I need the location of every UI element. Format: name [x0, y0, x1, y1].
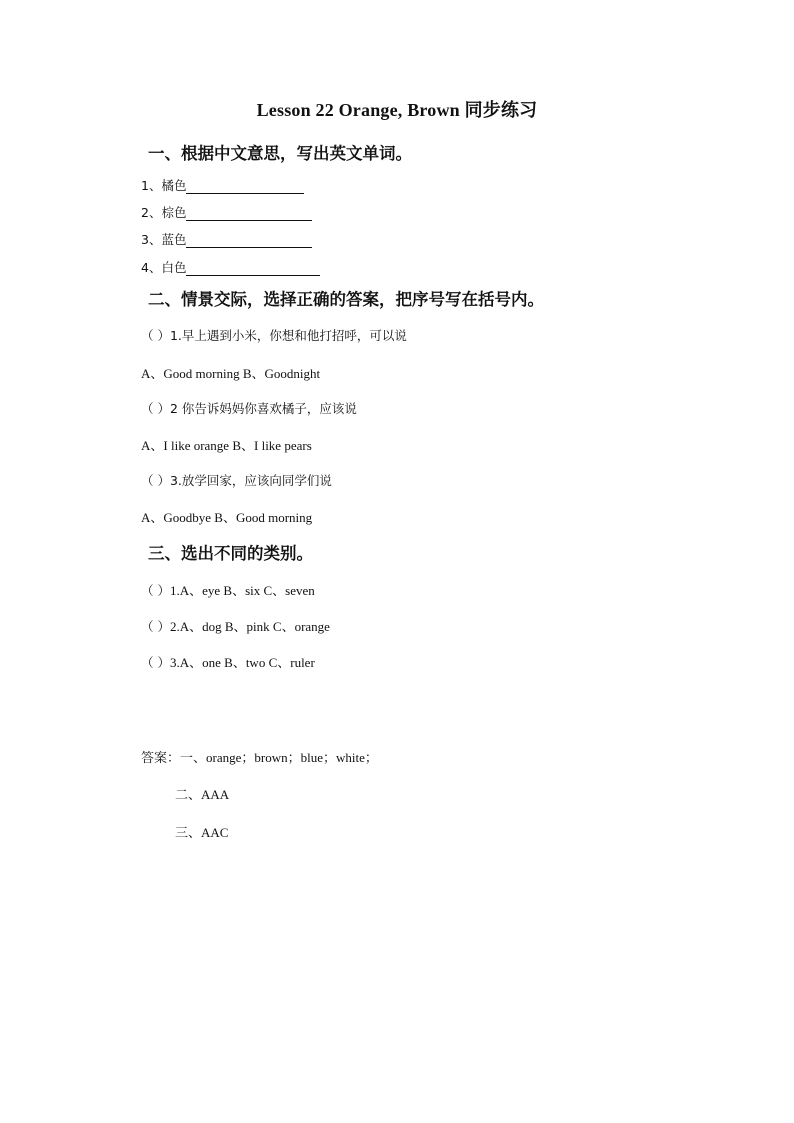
- question-2-options: A、I like orange B、I like pears: [141, 438, 312, 453]
- vocab-item-2: [141, 203, 312, 221]
- question-1-options: A、Good morning B、Goodnight: [141, 366, 321, 381]
- vocab-item-number: 3、: [141, 232, 162, 247]
- vocab-item-number: 2、: [141, 205, 162, 220]
- question-2: [141, 399, 357, 417]
- answer-parentheses: （ ）: [141, 619, 170, 634]
- answer-blank: [186, 235, 312, 248]
- answer-parentheses: （ ）: [141, 328, 170, 343]
- vocab-item-word: 棕色: [161, 205, 187, 220]
- section3-heading: 三、选出不同的类别。: [148, 544, 313, 563]
- question-1: [141, 326, 407, 344]
- question-3: [141, 471, 332, 489]
- answer-blank: [186, 263, 320, 276]
- vocab-item-word: 蓝色: [161, 232, 187, 247]
- category-text: 3.A、one B、two C、ruler: [169, 655, 315, 670]
- question-text: 2 你告诉妈妈你喜欢橘子，应该说: [169, 401, 357, 416]
- vocab-item-number: 1、: [141, 178, 162, 193]
- vocab-item-number: 4、: [141, 260, 162, 275]
- answer-blank: [186, 208, 312, 221]
- answer-parentheses: （ ）: [141, 401, 170, 416]
- answer-parentheses: （ ）: [141, 655, 170, 670]
- category-item-2: [141, 616, 330, 635]
- answer-parentheses: （ ）: [141, 583, 170, 598]
- answer-key-line-2: 二、AAA: [175, 787, 230, 802]
- vocab-item-1: [141, 176, 304, 194]
- vocab-item-3: [141, 230, 312, 248]
- category-text: 2.A、dog B、pink C、orange: [169, 619, 330, 634]
- section2-heading: 二、情景交际，选择正确的答案，把序号写在括号内。: [148, 290, 544, 309]
- answer-key-line-1: 答案：一、orange；brown；blue；white；: [141, 750, 378, 765]
- category-item-3: [141, 652, 315, 671]
- answer-key-line-3: 三、AAC: [175, 825, 229, 840]
- category-item-1: [141, 580, 315, 599]
- answer-blank: [186, 181, 304, 194]
- question-text: 1.早上遇到小米，你想和他打招呼，可以说: [169, 328, 407, 343]
- section1-heading: 一、根据中文意思，写出英文单词。: [148, 144, 412, 163]
- vocab-item-4: [141, 258, 320, 276]
- page-title: Lesson 22 Orange, Brown 同步练习: [256, 100, 538, 120]
- vocab-item-word: 橘色: [161, 178, 187, 193]
- question-text: 3.放学回家，应该向同学们说: [169, 473, 332, 488]
- category-text: 1.A、eye B、six C、seven: [169, 583, 315, 598]
- answer-parentheses: （ ）: [141, 473, 170, 488]
- question-3-options: A、Goodbye B、Good morning: [141, 510, 313, 525]
- vocab-item-word: 白色: [161, 260, 187, 275]
